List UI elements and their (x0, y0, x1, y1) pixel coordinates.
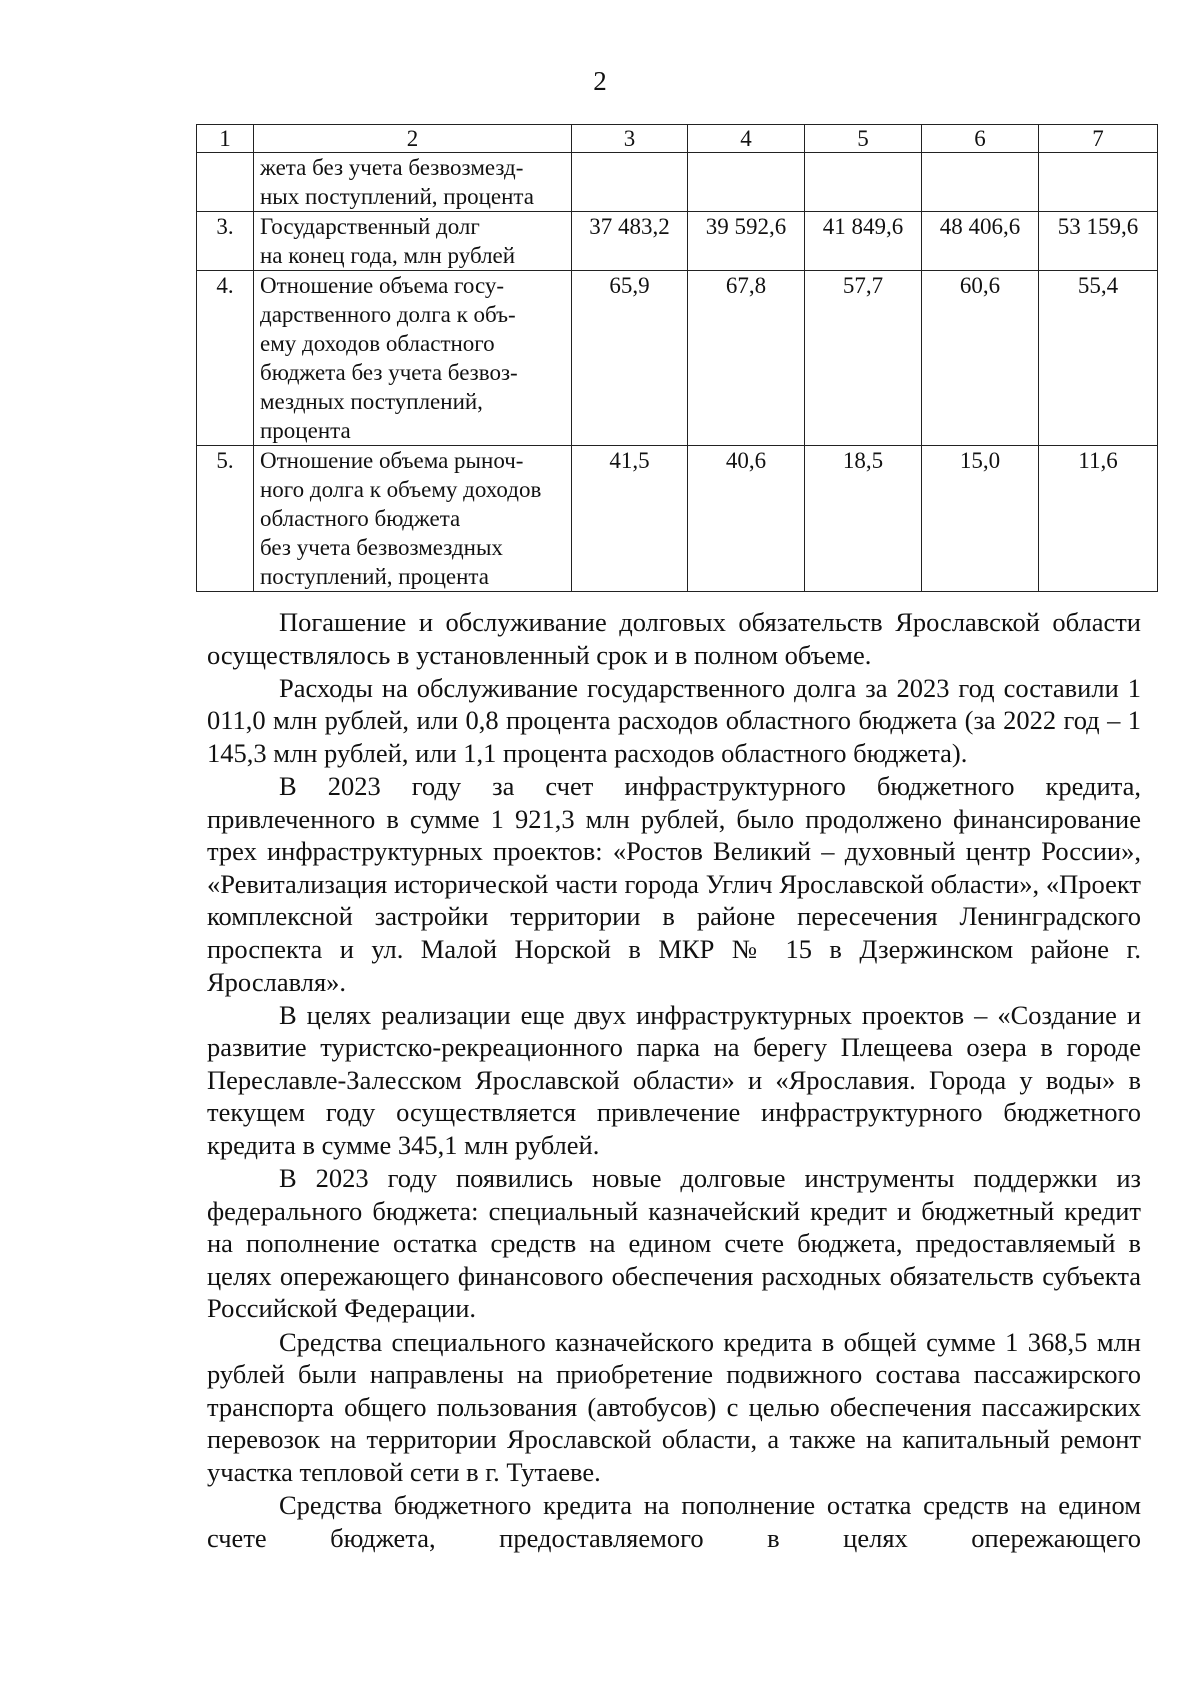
value-cell: 18,5 (805, 446, 922, 592)
column-header: 2 (254, 125, 572, 153)
indicator-name: Государственный долг на конец года, млн рублей (254, 212, 572, 271)
row-number: 5. (197, 446, 254, 592)
value-cell: 65,9 (572, 271, 688, 446)
value-cell: 37 483,2 (572, 212, 688, 271)
value-cell: 48 406,6 (922, 212, 1039, 271)
column-header: 7 (1039, 125, 1158, 153)
value-cell: 40,6 (688, 446, 805, 592)
value-cell: 15,0 (922, 446, 1039, 592)
value-cell (1039, 153, 1158, 212)
table-row (197, 212, 1158, 271)
value-cell: 11,6 (1039, 446, 1158, 592)
table-header-row (197, 125, 1158, 153)
value-cell: 39 592,6 (688, 212, 805, 271)
value-cell: 41 849,6 (805, 212, 922, 271)
column-header: 1 (197, 125, 254, 153)
paragraph: В 2023 году за счет инфраструктурного бюджетного кредита, привлеченного в сумме 1 921,3 млн рублей, было продолжено финансирование трех инфраструктурных проектов: «Ростов Великий – духовный центр России», «Ревитализация исторической части города Углич Ярославской области», «Проект комплексной застройки территории в районе пересечения Ленинградского проспекта и ул. Малой Норской в МКР № 15 в Дзержинском районе г. Ярославля». (207, 770, 1141, 997)
indicator-name: жета без учета безвозмезд- ных поступлений, процента (254, 153, 572, 212)
paragraph: В целях реализации еще двух инфраструктурных проектов – «Создание и развитие туристско-рекреационного парка на берегу Плещеева озера в городе Переславле-Залесском Ярославской области» и «Ярославия. Города у воды» в текущем году осуществляется привлечение инфраструктурного бюджетного кредита в сумме 345,1 млн рублей. (207, 999, 1141, 1160)
value-cell (805, 153, 922, 212)
value-cell: 55,4 (1039, 271, 1158, 446)
table-row (197, 446, 1158, 592)
value-cell: 53 159,6 (1039, 212, 1158, 271)
row-number: 4. (197, 271, 254, 446)
value-cell: 57,7 (805, 271, 922, 446)
column-header: 6 (922, 125, 1039, 153)
column-header: 5 (805, 125, 922, 153)
indicator-name: Отношение объема рыноч- ного долга к объему доходов областного бюджета без учета безвозмездных поступлений, процента (254, 446, 572, 592)
paragraph: Средства специального казначейского кредита в общей сумме 1 368,5 млн рублей были направлены на приобретение подвижного состава пассажирского транспорта общего пользования (автобусов) с целью обеспечения пассажирских перевозок на территории Ярославской области, а также на капитальный ремонт участка тепловой сети в г. Тутаеве. (207, 1326, 1141, 1487)
value-cell: 60,6 (922, 271, 1039, 446)
debt-indicators-table (196, 124, 1158, 592)
paragraph: В 2023 году появились новые долговые инструменты поддержки из федерального бюджета: специальный казначейский кредит и бюджетный кредит на пополнение остатка средств на едином счете бюджета, предоставляемый в целях опережающего финансового обеспечения расходных обязательств субъекта Российской Федерации. (207, 1163, 1141, 1324)
body-text (207, 606, 1141, 1555)
value-cell (922, 153, 1039, 212)
row-number (197, 153, 254, 212)
value-cell (572, 153, 688, 212)
value-cell: 67,8 (688, 271, 805, 446)
value-cell: 41,5 (572, 446, 688, 592)
row-number: 3. (197, 212, 254, 271)
paragraph: Средства бюджетного кредита на пополнение остатка средств на едином счете бюджета, предоставляемого в целях опережающего (207, 1490, 1141, 1553)
indicator-name: Отношение объема госу- дарственного долга к объ- ему доходов областного бюджета без учета безвоз- мездных поступлений, процента (254, 271, 572, 446)
column-header: 4 (688, 125, 805, 153)
value-cell (688, 153, 805, 212)
table-row (197, 153, 1158, 212)
paragraph: Расходы на обслуживание государственного долга за 2023 год составили 1 011,0 млн рублей, или 0,8 процента расходов областного бюджета (за 2022 год – 1 145,3 млн рублей, или 1,1 процента расходов областного бюджета). (207, 672, 1141, 768)
paragraph: Погашение и обслуживание долговых обязательств Ярославской области осуществлялось в установленный срок и в полном объеме. (207, 607, 1141, 670)
page-number: 2 (593, 66, 607, 96)
column-header: 3 (572, 125, 688, 153)
table-row (197, 271, 1158, 446)
